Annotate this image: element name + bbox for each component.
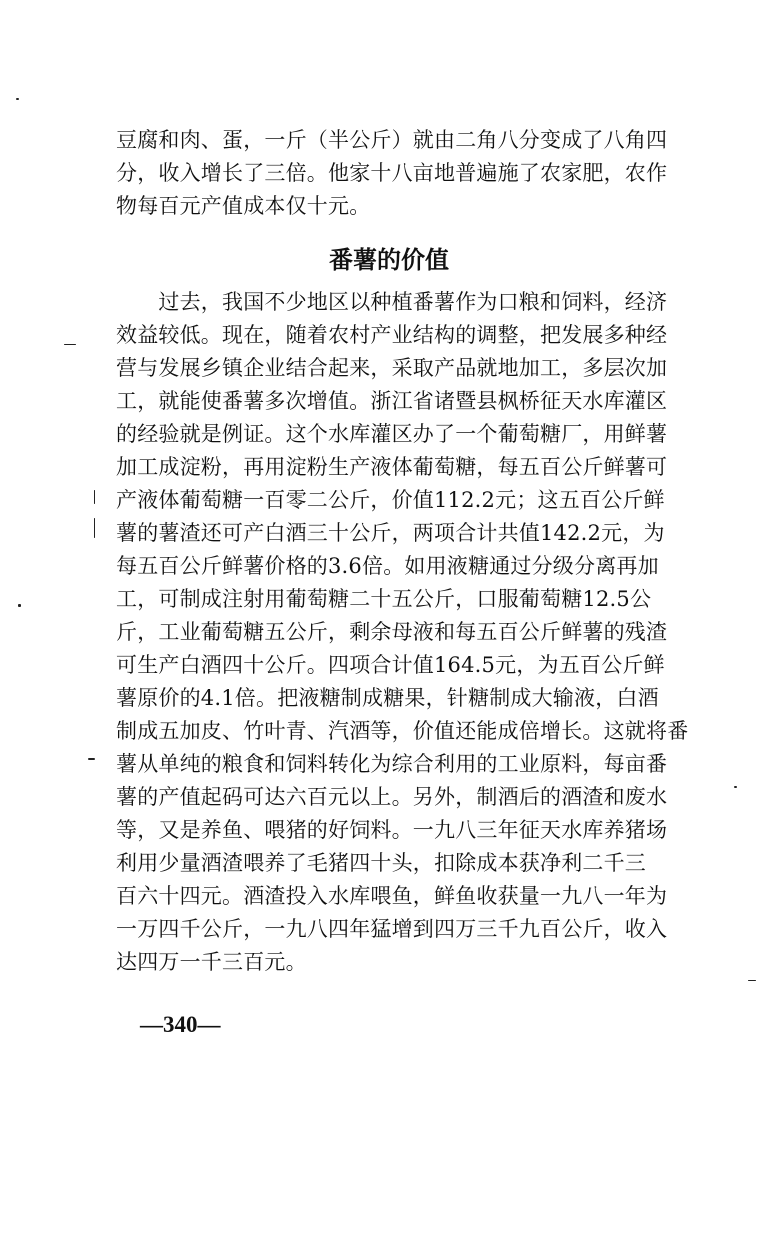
body-line-7: 产液体葡萄糖一百零二公斤，价值112.2元；这五百公斤鲜 [116,488,665,512]
scan-speck [88,758,95,760]
body-line-3: 营与发展乡镇企业结合起来，采取产品就地加工，多层次加 [116,356,668,380]
body-line-20: 一万四千公斤，一九八四年猛增到四万三千九百公斤，收入 [116,917,668,941]
body-line-4: 工，就能使番薯多次增值。浙江省诸暨县枫桥征天水库灌区 [116,389,668,413]
body-line-13: 薯原价的4.1倍。把液糖制成糖果，针糖制成大输液，白酒 [116,686,659,710]
body-line-9: 每五百公斤鲜薯价格的3.6倍。如用液糖通过分级分离再加 [116,554,659,578]
body-line-10: 工，可制成注射用葡萄糖二十五公斤，口服葡萄糖12.5公 [116,587,652,611]
body-line-5: 的经验就是例证。这个水库灌区办了一个葡萄糖厂，用鲜薯 [116,422,668,446]
scan-speck [16,98,19,100]
body-line-1: 过去，我国不少地区以种植番薯作为口粮和饲料，经济 [116,290,668,314]
section-heading: 番薯的价值 [329,246,449,274]
body-line-14: 制成五加皮、竹叶青、汽酒等，价值还能成倍增长。这就将番 [116,719,689,743]
body-line-8: 薯的薯渣还可产白酒三十公斤，两项合计共值142.2元，为 [116,521,665,545]
body-line-21: 达四万一千三百元。 [116,950,307,974]
body-line-11: 斤，工业葡萄糖五公斤，剩余母液和每五百公斤鲜薯的残渣 [116,620,668,644]
body-line-16: 薯的产值起码可达六百元以上。另外，制酒后的酒渣和废水 [116,785,668,809]
scan-speck [64,344,76,345]
body-line-2: 效益较低。现在，随着农村产业结构的调整，把发展多种经 [116,323,668,347]
scan-speck [734,786,737,788]
body-line-19: 百六十四元。酒渣投入水库喂鱼，鲜鱼收获量一九八一年为 [116,884,668,908]
body-line-12: 可生产白酒四十公斤。四项合计值164.5元，为五百公斤鲜 [116,653,665,677]
body-line-17: 等，又是养鱼、喂猪的好饲料。一九八三年征天水库养猪场 [116,818,668,842]
intro-line-1: 豆腐和肉、蛋，一斤（半公斤）就由二角八分变成了八角四 [116,128,668,152]
page-number: —340— [140,1012,221,1037]
scan-speck [18,604,21,607]
body-line-6: 加工成淀粉，再用淀粉生产液体葡萄糖，每五百公斤鲜薯可 [116,455,668,479]
body-line-18: 利用少量酒渣喂养了毛猪四十头，扣除成本获净利二千三 [116,851,646,875]
scan-speck [94,518,95,538]
intro-line-2: 分，收入增长了三倍。他家十八亩地普遍施了农家肥，农作 [116,161,668,185]
scan-speck [94,490,95,504]
body-line-15: 薯从单纯的粮食和饲料转化为综合利用的工业原料，每亩番 [116,752,668,776]
scan-speck [748,980,756,981]
intro-line-3: 物每百元产值成本仅十元。 [116,194,371,218]
